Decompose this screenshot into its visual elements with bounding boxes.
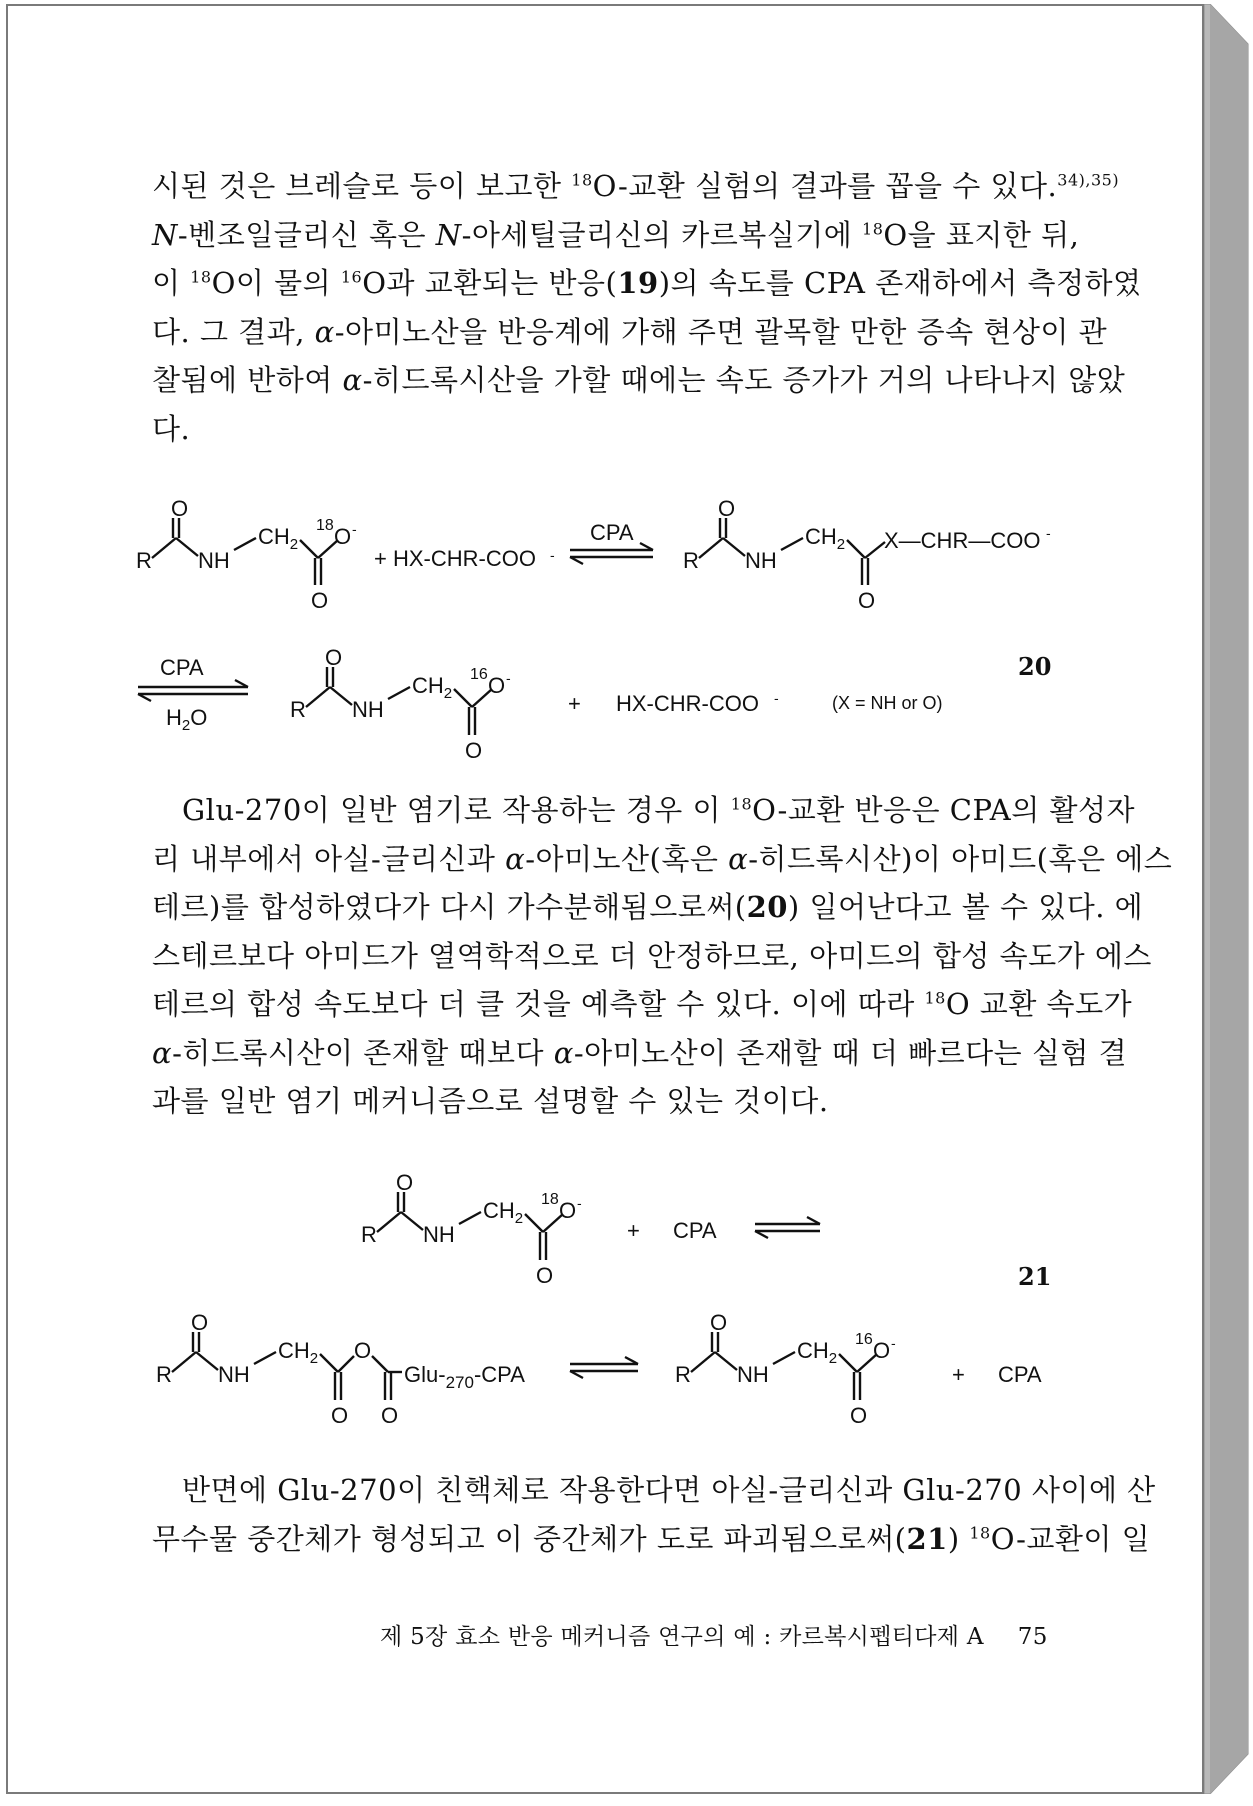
svg-text:-: - <box>1046 525 1051 541</box>
svg-text:CPA: CPA <box>673 1218 717 1243</box>
svg-text:R: R <box>675 1362 691 1387</box>
svg-text:CPA: CPA <box>590 520 634 545</box>
svg-text:O: O <box>381 1403 399 1428</box>
svg-text:16: 16 <box>855 1331 873 1348</box>
text-line: 다. 그 결과, α-아미노산을 반응계에 가해 주면 괄목할 만한 증속 현상이 관 <box>152 314 1108 349</box>
text-line: 리 내부에서 아실-글리신과 α-아미노산(혹은 α-히드록시산)이 아미드(혹은 에스 <box>152 841 1173 876</box>
svg-text:CH2: $CH_2$ <box>805 524 846 553</box>
svg-text:Glu-270-CPA: Glu-$_{270}$-CPA <box>404 1362 525 1392</box>
svg-text:(X = NH or O): (X = NH or O) <box>832 693 943 713</box>
svg-text:O: O <box>311 588 329 613</box>
svg-text:+ HX-CHR-COO: + HX-CHR-COO <box>374 546 536 571</box>
svg-text:R: R <box>683 548 699 573</box>
svg-text:HX-CHR-COO: HX-CHR-COO <box>616 691 759 716</box>
svg-text:O: O <box>325 645 343 670</box>
text-line: α-히드록시산이 존재할 때보다 α-아미노산이 존재할 때 더 빠르다는 실험 결 <box>152 1035 1128 1070</box>
svg-text:X—CHR—COO: X—CHR—COO <box>884 528 1041 553</box>
citation: 34),35) <box>1057 170 1120 190</box>
svg-text:-: - <box>577 1195 582 1211</box>
text-line: N-벤조일글리신 혹은 N-아세틸글리신의 카르복실기에 $^{18}$O을 표지한 뒤, <box>152 217 1080 252</box>
text-line: Glu-270이 일반 염기로 작용하는 경우 이 $^{18}$O-교환 반응은 CPA의 활성자 <box>182 793 1136 827</box>
text-line: 테르)를 합성하였다가 다시 가수분해됨으로써(20) 일어난다고 볼 수 있다. 에 <box>152 890 1144 924</box>
svg-text:O: O <box>536 1263 554 1288</box>
svg-text:NH: NH <box>218 1362 250 1387</box>
svg-text:O: O <box>710 1310 728 1335</box>
equation-number-21: 21 <box>1018 1262 1052 1291</box>
svg-text:O: O <box>488 673 506 698</box>
svg-text:R: R <box>290 697 306 722</box>
svg-text:CH2: $CH_2$ <box>278 1338 319 1367</box>
text-line: 스테르보다 아미드가 열역학적으로 더 안정하므로, 아미드의 합성 속도가 에스 <box>152 938 1152 973</box>
svg-text:-: - <box>891 1335 896 1351</box>
text-line: 시된 것은 브레슬로 등이 보고한 $^{18}$O-교환 실험의 결과를 꼽을 수 있다.$^{34),35)}$ <box>152 169 1120 203</box>
page-edge-shadow <box>1204 4 1249 1794</box>
svg-text:NH: NH <box>737 1362 769 1387</box>
scheme-20-row2 <box>130 645 1000 770</box>
svg-text:CH2: $CH_2$ <box>258 524 299 553</box>
svg-text:H2O: $H_2O$ <box>166 705 208 734</box>
svg-text:NH: NH <box>352 697 384 722</box>
svg-text:CH2: $CH_2$ <box>483 1198 524 1227</box>
paragraph-intro <box>152 162 1142 453</box>
svg-text:R: R <box>156 1362 172 1387</box>
text-line: 찰됨에 반하여 α-히드록시산을 가할 때에는 속도 증가가 거의 나타나지 않았 <box>152 363 1126 397</box>
svg-text:O: O <box>559 1198 577 1223</box>
svg-text:NH: NH <box>423 1222 455 1247</box>
svg-text:-: - <box>550 547 555 563</box>
svg-text:O: O <box>396 1170 414 1195</box>
svg-text:O: O <box>354 1338 372 1363</box>
svg-text:O: O <box>171 500 189 521</box>
text-line: 과를 일반 염기 메커니즘으로 설명할 수 있는 것이다. <box>152 1084 829 1118</box>
svg-text:O: O <box>850 1403 868 1428</box>
svg-text:+: + <box>627 1218 640 1243</box>
paragraph-general-base <box>152 786 1173 1126</box>
svg-text:CH2: $CH_2$ <box>797 1338 838 1367</box>
svg-text:CPA: CPA <box>998 1362 1042 1387</box>
text-line: 다. <box>152 411 191 446</box>
svg-text:+: + <box>952 1362 965 1387</box>
svg-text:CPA: CPA <box>160 655 204 680</box>
svg-text:R: R <box>361 1222 377 1247</box>
svg-text:18: 18 <box>316 517 334 534</box>
paragraph-nucleophile <box>152 1466 1156 1563</box>
svg-text:16: 16 <box>470 666 488 683</box>
text-line: 테르의 합성 속도보다 더 클 것을 예측할 수 있다. 이에 따라 $^{18}$O 교환 속도가 <box>152 987 1133 1021</box>
text-line: 이 $^{18}$O이 물의 $^{16}$O과 교환되는 반응(19)의 속도를 CPA 존재하에서 측정하였 <box>152 266 1142 300</box>
svg-text:NH: NH <box>198 548 230 573</box>
svg-text:R: R <box>136 548 152 573</box>
svg-text:-: - <box>506 670 511 686</box>
page-footer <box>380 1618 1048 1651</box>
page-number: 75 <box>1017 1624 1048 1650</box>
scheme-21-row1 <box>355 1170 835 1295</box>
svg-text:18: 18 <box>541 1191 559 1208</box>
svg-text:-: - <box>352 521 357 537</box>
svg-text:O: O <box>858 588 876 613</box>
svg-text:CH2: $CH_2$ <box>412 673 453 702</box>
running-footer-chapter: 제 5장 효소 반응 메커니즘 연구의 예 : 카르복시펩티다제 A <box>380 1624 984 1650</box>
svg-text:O: O <box>334 524 352 549</box>
svg-text:+: + <box>568 691 581 716</box>
svg-text:O: O <box>191 1310 209 1335</box>
equation-number-20: 20 <box>1018 652 1052 681</box>
svg-text:-: - <box>774 690 779 706</box>
scheme-20-row1 <box>130 500 1065 630</box>
svg-text:O: O <box>331 1403 349 1428</box>
svg-text:O: O <box>873 1338 891 1363</box>
text-line: 반면에 Glu-270이 친핵체로 작용한다면 아실-글리신과 Glu-270 사이에 산 <box>182 1473 1156 1507</box>
svg-text:O: O <box>718 500 736 521</box>
text-line: 무수물 중간체가 형성되고 이 중간체가 도로 파괴됨으로써(21) $^{18}$O-교환이 일 <box>152 1521 1151 1556</box>
svg-text:O: O <box>465 738 483 763</box>
scheme-21-row2 <box>150 1310 1060 1440</box>
svg-text:NH: NH <box>745 548 777 573</box>
